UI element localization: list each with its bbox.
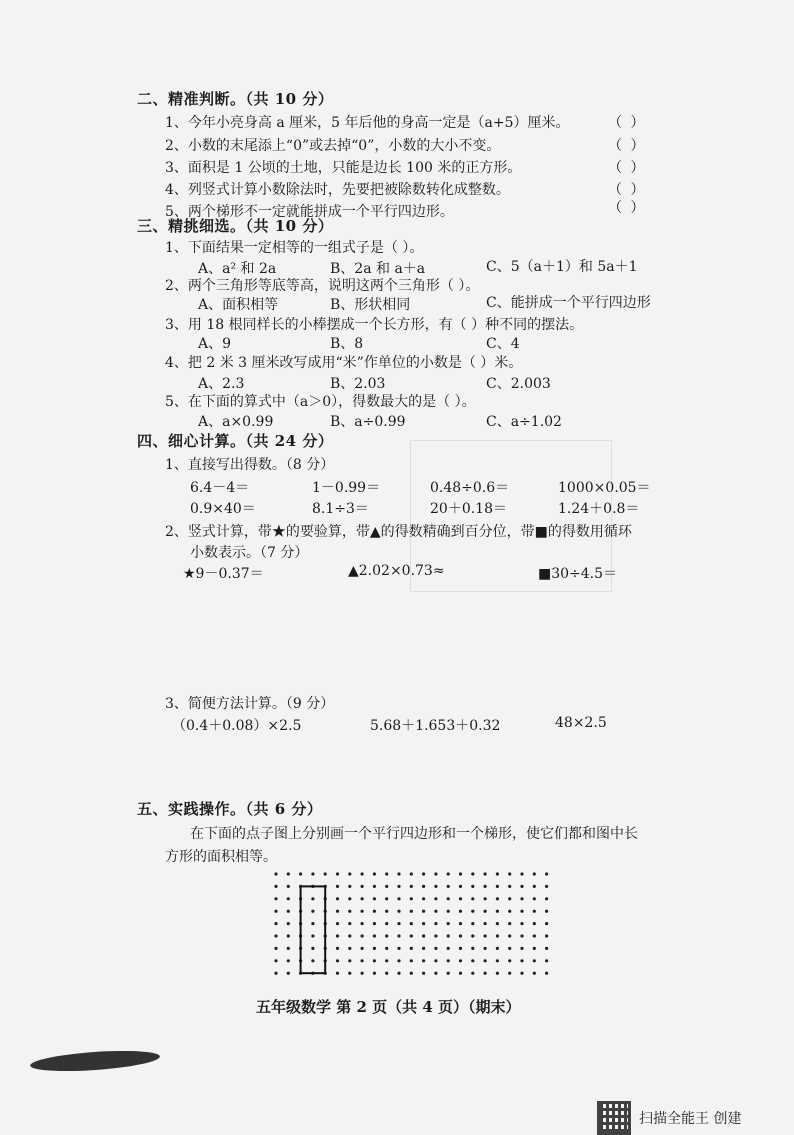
grid-dot (287, 947, 290, 950)
grid-dot (336, 959, 339, 962)
grid-dot (274, 872, 277, 875)
judge-answer-5[interactable]: （ ） (608, 200, 647, 216)
grid-dot (447, 897, 450, 900)
grid-dot (447, 972, 450, 975)
grid-dot (287, 922, 290, 925)
simplify-calc-1: （0.4＋0.08）×2.5 (172, 718, 302, 734)
grid-dot (459, 910, 462, 913)
grid-dot (520, 947, 523, 950)
grid-dot (287, 897, 290, 900)
grid-dot (410, 959, 413, 962)
grid-dot (496, 885, 499, 888)
grid-dot (361, 910, 364, 913)
grid-dot (496, 959, 499, 962)
grid-dot (348, 872, 351, 875)
choice-q5-a[interactable]: A、a×0.99 (198, 414, 274, 430)
grid-dot (385, 947, 388, 950)
oral-calc-4: 1000×0.05＝ (558, 480, 651, 496)
practice-desc-line2: 方形的面积相等。 (165, 849, 277, 865)
grid-dot (508, 934, 511, 937)
grid-dot (311, 872, 314, 875)
grid-dot (484, 947, 487, 950)
grid-dot (311, 897, 314, 900)
grid-dot (287, 934, 290, 937)
grid-dot (459, 872, 462, 875)
grid-dot (447, 885, 450, 888)
grid-dot (484, 934, 487, 937)
choice-q1: 1、下面结果一定相等的一组式子是（ ）。 (165, 240, 424, 256)
grid-dot (545, 947, 548, 950)
grid-dot (533, 922, 536, 925)
grid-dot (484, 885, 487, 888)
grid-dot (373, 922, 376, 925)
choice-q2-c[interactable]: C、能拼成一个平行四边形 (486, 295, 651, 311)
grid-dot (422, 959, 425, 962)
grid-dot (348, 885, 351, 888)
grid-dot (520, 872, 523, 875)
grid-dot (471, 885, 474, 888)
choice-q2-a[interactable]: A、面积相等 (198, 297, 279, 313)
grid-dot (311, 922, 314, 925)
grid-dot (533, 947, 536, 950)
practice-desc-line1: 在下面的点子图上分别画一个平行四边形和一个梯形，使它们都和图中长 (190, 826, 638, 842)
dot-grid[interactable] (270, 868, 556, 980)
grid-dot (520, 959, 523, 962)
grid-dot (434, 910, 437, 913)
grid-dot (385, 910, 388, 913)
grid-dot (397, 922, 400, 925)
grid-dot (410, 872, 413, 875)
grid-dot (361, 885, 364, 888)
choice-q4-b[interactable]: B、2.03 (330, 376, 386, 392)
grid-dot (484, 922, 487, 925)
grid-dot (274, 910, 277, 913)
grid-dot (397, 947, 400, 950)
grid-dot (299, 872, 302, 875)
grid-dot (336, 910, 339, 913)
grid-dot (373, 947, 376, 950)
grid-dot (471, 972, 474, 975)
grid-dot (311, 959, 314, 962)
grid-dot (496, 947, 499, 950)
grid-dot (422, 922, 425, 925)
grid-dot (385, 934, 388, 937)
grid-dot (508, 910, 511, 913)
grid-dot (336, 972, 339, 975)
grid-dot (496, 872, 499, 875)
grid-dot (508, 922, 511, 925)
judge-answer-1[interactable]: （ ） (608, 115, 647, 131)
grid-dot (397, 934, 400, 937)
grid-dot (385, 872, 388, 875)
vertical-calc-2: ▲2.02×0.73≈ (348, 563, 445, 579)
choice-q2: 2、两个三角形等底等高，说明这两个三角形（ ）。 (165, 278, 480, 294)
grid-dot (434, 947, 437, 950)
choice-q3: 3、用 18 根同样长的小棒摆成一个长方形，有（ ）种不同的摆法。 (165, 317, 584, 333)
grid-dot (410, 934, 413, 937)
grid-dot (274, 934, 277, 937)
grid-dot (520, 910, 523, 913)
calc-sub2-title: 2、竖式计算，带★的要验算，带▲的得数精确到百分位，带■的得数用循环 (165, 524, 632, 540)
grid-dot (508, 885, 511, 888)
choice-q1-c[interactable]: C、5（a＋1）和 5a＋1 (486, 259, 638, 275)
grid-dot (545, 910, 548, 913)
grid-dot (385, 959, 388, 962)
grid-dot (422, 897, 425, 900)
section2-title: 二、精准判断。（共 10 分） (137, 90, 334, 108)
simplify-calc-2: 5.68＋1.653＋0.32 (370, 718, 501, 734)
judge-answer-3[interactable]: （ ） (608, 160, 647, 176)
grid-dot (422, 972, 425, 975)
grid-dot (385, 897, 388, 900)
grid-dot (348, 934, 351, 937)
grid-dot (496, 897, 499, 900)
grid-dot (274, 947, 277, 950)
grid-dot (422, 947, 425, 950)
grid-dot (447, 934, 450, 937)
grid-dot (508, 959, 511, 962)
grid-dot (373, 959, 376, 962)
grid-dot (348, 947, 351, 950)
grid-dot (459, 959, 462, 962)
grid-dot (422, 885, 425, 888)
grid-dot (410, 885, 413, 888)
choice-q4-a[interactable]: A、2.3 (198, 376, 245, 392)
grid-dot (348, 897, 351, 900)
grid-dot (274, 897, 277, 900)
grid-dot (336, 885, 339, 888)
grid-dot (410, 897, 413, 900)
grid-dot (484, 897, 487, 900)
grid-dot (459, 897, 462, 900)
grid-dot (459, 885, 462, 888)
grid-dot (348, 972, 351, 975)
scanner-watermark (597, 1101, 741, 1135)
grid-dot (459, 947, 462, 950)
grid-dot (434, 872, 437, 875)
choice-q3-b[interactable]: B、8 (330, 336, 364, 352)
grid-dot (410, 910, 413, 913)
grid-dot (311, 910, 314, 913)
calc-sub3-title: 3、简便方法计算。（9 分） (165, 696, 335, 712)
grid-dot (471, 922, 474, 925)
oral-calc-7: 20＋0.18＝ (430, 501, 507, 517)
grid-dot (410, 922, 413, 925)
oral-calc-6: 8.1÷3＝ (312, 501, 369, 517)
grid-dot (434, 922, 437, 925)
grid-dot (533, 897, 536, 900)
grid-dot (373, 885, 376, 888)
judge-item-1: 1、今年小亮身高 a 厘米，5 年后他的身高一定是（a+5）厘米。 (165, 115, 570, 131)
choice-q1-b[interactable]: B、2a 和 a＋a (330, 261, 426, 277)
grid-dot (484, 910, 487, 913)
grid-dot (545, 922, 548, 925)
grid-dot (274, 922, 277, 925)
grid-dot (336, 934, 339, 937)
section4-title: 四、细心计算。（共 24 分） (137, 432, 334, 450)
grid-dot (373, 972, 376, 975)
grid-dot (385, 972, 388, 975)
grid-dot (422, 872, 425, 875)
judge-item-4: 4、列竖式计算小数除法时，先要把被除数转化成整数。 (165, 182, 510, 198)
grid-dot (471, 934, 474, 937)
grid-dot (373, 934, 376, 937)
judge-item-5: 5、两个梯形不一定就能拼成一个平行四边形。 (165, 204, 454, 220)
grid-dot (434, 972, 437, 975)
choice-q1-a[interactable]: A、a² 和 2a (198, 261, 277, 277)
choice-q2-b[interactable]: B、形状相同 (330, 297, 411, 313)
grid-dot (348, 910, 351, 913)
grid-dot (533, 972, 536, 975)
grid-dot (287, 885, 290, 888)
grid-dot (361, 947, 364, 950)
choice-q4-c[interactable]: C、2.003 (486, 376, 551, 392)
grid-dot (484, 872, 487, 875)
grid-dot (348, 959, 351, 962)
grid-dot (397, 959, 400, 962)
grid-dot (361, 922, 364, 925)
grid-dot (484, 959, 487, 962)
grid-dot (471, 872, 474, 875)
judge-answer-2[interactable]: （ ） (608, 138, 647, 154)
grid-dot (434, 897, 437, 900)
grid-dot (274, 959, 277, 962)
grid-dot (520, 922, 523, 925)
grid-dot (459, 972, 462, 975)
vertical-calc-1: ★9－0.37＝ (183, 566, 264, 582)
grid-dot (545, 934, 548, 937)
grid-dot (361, 872, 364, 875)
grid-dot (422, 910, 425, 913)
calc-sub2-title-cont: 小数表示。（7 分） (190, 545, 309, 561)
grid-dot (545, 897, 548, 900)
grid-dot (385, 885, 388, 888)
choice-q3-a[interactable]: A、9 (198, 336, 232, 352)
vertical-calc-3: ■30÷4.5＝ (538, 566, 618, 582)
grid-dot (274, 972, 277, 975)
section3-title: 三、精挑细选。（共 10 分） (137, 217, 334, 235)
grid-dot (324, 872, 327, 875)
judge-item-2: 2、小数的末尾添上“0”或去掉“0”，小数的大小不变。 (165, 138, 501, 154)
grid-dot (434, 885, 437, 888)
scan-smudge (30, 1047, 161, 1074)
grid-dot (447, 872, 450, 875)
grid-dot (533, 934, 536, 937)
grid-dot (287, 872, 290, 875)
simplify-calc-3: 48×2.5 (555, 715, 607, 731)
grid-dot (410, 947, 413, 950)
judge-answer-4[interactable]: （ ） (608, 182, 647, 198)
grid-dot (520, 885, 523, 888)
choice-q5: 5、在下面的算式中（a＞0），得数最大的是（ ）。 (165, 394, 476, 410)
choice-q5-c[interactable]: C、a÷1.02 (486, 414, 562, 430)
grid-dot (520, 972, 523, 975)
grid-dot (508, 872, 511, 875)
grid-dot (508, 947, 511, 950)
grid-dot (373, 872, 376, 875)
grid-dot (447, 922, 450, 925)
choice-q5-b[interactable]: B、a÷0.99 (330, 414, 406, 430)
oral-calc-1: 6.4－4＝ (190, 480, 250, 496)
grid-dot (287, 972, 290, 975)
grid-dot (484, 972, 487, 975)
grid-dot (533, 872, 536, 875)
grid-dot (348, 922, 351, 925)
scanner-label: 扫描全能王 创建 (639, 1111, 742, 1127)
grid-dot (471, 910, 474, 913)
grid-dot (545, 872, 548, 875)
grid-dot (410, 972, 413, 975)
grid-dot (508, 897, 511, 900)
grid-dot (434, 959, 437, 962)
grid-dot (336, 872, 339, 875)
oral-calc-3: 0.48÷0.6＝ (430, 480, 510, 496)
grid-dot (336, 947, 339, 950)
grid-dot (533, 885, 536, 888)
grid-dot (496, 910, 499, 913)
grid-dot (533, 910, 536, 913)
grid-dot (287, 959, 290, 962)
grid-dot (361, 972, 364, 975)
judge-item-3: 3、面积是 1 公顷的土地，只能是边长 100 米的正方形。 (165, 160, 522, 176)
grid-dot (336, 922, 339, 925)
grid-dot (520, 934, 523, 937)
grid-dot (508, 972, 511, 975)
grid-dot (533, 959, 536, 962)
grid-dot (397, 872, 400, 875)
grid-dot (361, 959, 364, 962)
grid-dot (545, 885, 548, 888)
grid-dot (471, 947, 474, 950)
grid-dot (459, 934, 462, 937)
grid-dot (397, 972, 400, 975)
grid-dot (447, 959, 450, 962)
grid-dot (447, 910, 450, 913)
grid-dot (422, 934, 425, 937)
oral-calc-8: 1.24＋0.8＝ (558, 501, 640, 517)
grid-dot (545, 959, 548, 962)
section5-title: 五、实践操作。（共 6 分） (137, 800, 323, 818)
grid-dot (373, 910, 376, 913)
grid-dot (496, 922, 499, 925)
grid-dot (459, 922, 462, 925)
grid-dot (311, 934, 314, 937)
oral-calc-5: 0.9×40＝ (190, 501, 256, 517)
grid-dot (496, 934, 499, 937)
grid-dot (397, 885, 400, 888)
grid-dot (385, 922, 388, 925)
grid-dot (336, 897, 339, 900)
grid-dot (520, 897, 523, 900)
calc-sub1-title: 1、直接写出得数。（8 分） (165, 457, 335, 473)
grid-dot (471, 959, 474, 962)
grid-dot (545, 972, 548, 975)
grid-dot (447, 947, 450, 950)
grid-dot (496, 972, 499, 975)
grid-dot (471, 897, 474, 900)
choice-q4: 4、把 2 米 3 厘米改写成用“米”作单位的小数是（ ）米。 (165, 355, 523, 371)
grid-dot (361, 934, 364, 937)
grid-dot (373, 897, 376, 900)
grid-dot (397, 897, 400, 900)
grid-dot (311, 947, 314, 950)
qr-code-icon (597, 1101, 631, 1135)
grid-dot (287, 910, 290, 913)
oral-calc-2: 1－0.99＝ (312, 480, 381, 496)
grid-dot (434, 934, 437, 937)
grid-dot (397, 910, 400, 913)
grid-dot (274, 885, 277, 888)
choice-q3-c[interactable]: C、4 (486, 336, 520, 352)
grid-dot (361, 897, 364, 900)
page-footer: 五年级数学 第 2 页（共 4 页）（期末） (256, 998, 521, 1016)
